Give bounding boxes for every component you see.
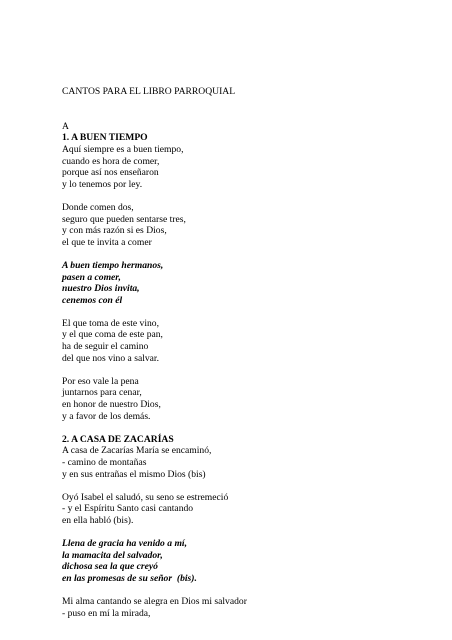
chorus-line: en las promesas de su señor (bis). xyxy=(62,572,197,584)
spacer xyxy=(62,109,432,121)
spacer xyxy=(62,306,432,318)
spacer xyxy=(62,364,432,376)
stanza xyxy=(62,445,432,480)
lyric-line: y con más razón si es Dios, xyxy=(62,225,167,237)
stanza xyxy=(62,144,432,190)
stanza xyxy=(62,596,432,619)
spacer xyxy=(62,190,432,202)
chorus-line: la mamacita del salvador, xyxy=(62,549,163,561)
spacer xyxy=(62,98,432,110)
stanza xyxy=(62,492,432,527)
chorus xyxy=(62,260,432,306)
chorus-line: dichosa sea la que creyó xyxy=(62,561,158,573)
lyric-line: Oyó Isabel el saludó, su seno se estremeció xyxy=(62,491,229,503)
document-content xyxy=(62,86,432,619)
lyric-line: del que nos vino a salvar. xyxy=(62,352,159,364)
stanza xyxy=(62,376,432,422)
lyric-line: juntarnos para cenar, xyxy=(62,387,142,399)
lyric-line: Aquí siempre es a buen tiempo, xyxy=(62,143,184,155)
song-2 xyxy=(62,434,432,620)
song-1 xyxy=(62,132,432,433)
spacer xyxy=(62,527,432,539)
song-title: 1. A BUEN TIEMPO xyxy=(62,132,148,144)
lyric-line: ha de seguir el camino xyxy=(62,341,149,353)
chorus-line: A buen tiempo hermanos, xyxy=(62,259,164,271)
spacer xyxy=(62,422,432,434)
chorus-line: nuestro Dios invita, xyxy=(62,283,140,295)
song-title: 2. A CASA DE ZACARÍAS xyxy=(62,433,174,445)
lyric-line: el que te invita a comer xyxy=(62,236,152,248)
chorus xyxy=(62,538,432,584)
chorus-line: cenemos con él xyxy=(62,294,123,306)
lyric-line: Donde comen dos, xyxy=(62,201,134,213)
stanza xyxy=(62,318,432,364)
lyric-line: - y el Espíritu Santo casi cantando xyxy=(62,503,194,515)
lyric-line: - puso en mí la mirada, xyxy=(62,607,151,619)
lyric-line: cuando es hora de comer, xyxy=(62,155,160,167)
spacer xyxy=(62,248,432,260)
lyric-line: y lo tenemos por ley. xyxy=(62,178,143,190)
lyric-line: en honor de nuestro Dios, xyxy=(62,399,161,411)
lyric-line: en ella habló (bis). xyxy=(62,514,134,526)
chorus-line: pasen a comer, xyxy=(62,271,121,283)
lyric-line: y en sus entrañas el mismo Dios (bis) xyxy=(62,468,206,480)
lyric-line: Mi alma cantando se alegra en Dios mi salvador xyxy=(62,596,247,608)
lyric-line: porque así nos enseñaron xyxy=(62,167,159,179)
lyric-line: seguro que pueden sentarse tres, xyxy=(62,213,186,225)
lyric-line: y a favor de los demás. xyxy=(62,410,151,422)
spacer xyxy=(62,585,432,597)
spacer xyxy=(62,480,432,492)
lyric-line: - camino de montañas xyxy=(62,457,147,468)
section-letter: A xyxy=(62,120,69,132)
stanza xyxy=(62,202,432,248)
document-title: CANTOS PARA EL LIBRO PARROQUIAL xyxy=(62,86,236,97)
lyric-line: A casa de Zacarías María se encaminó, xyxy=(62,445,212,457)
lyric-line: El que toma de este vino, xyxy=(62,317,159,329)
lyric-line: y el que coma de este pan, xyxy=(62,329,163,341)
lyric-line: Por eso vale la pena xyxy=(62,375,139,387)
chorus-line: Llena de gracia ha venido a mí, xyxy=(62,538,187,550)
